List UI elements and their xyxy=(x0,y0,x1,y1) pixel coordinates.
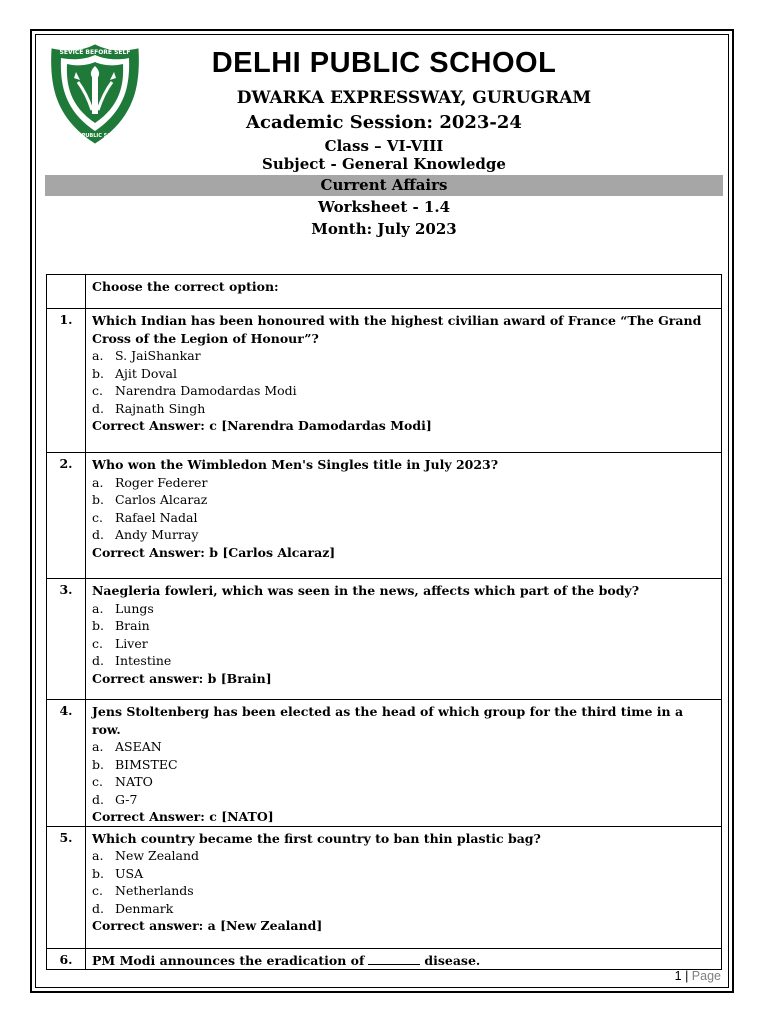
instruction-number-cell xyxy=(47,275,86,309)
school-address: DWARKA EXPRESSWAY, GURUGRAM xyxy=(236,88,592,108)
option-letter: b. xyxy=(92,365,104,381)
question-cell xyxy=(86,700,722,827)
page-label: Page xyxy=(691,969,721,983)
correct-answer: Correct answer: a [New Zealand] xyxy=(92,918,323,933)
option-text: NATO xyxy=(115,774,153,789)
option-b xyxy=(92,617,715,635)
option-text: Denmark xyxy=(115,900,174,916)
question-row-1 xyxy=(47,309,722,453)
option-letter: b. xyxy=(92,756,104,772)
question-text: Jens Stoltenberg has been elected as the head of which group for the third time in a row. xyxy=(92,704,684,737)
option-letter: d. xyxy=(92,791,104,807)
question-number: 1. xyxy=(47,309,86,453)
option-d xyxy=(92,652,715,670)
question-row-4 xyxy=(47,700,722,827)
question-cell xyxy=(86,309,722,453)
question-number: 2. xyxy=(47,453,86,579)
option-text: Intestine xyxy=(115,653,172,668)
option-c xyxy=(92,509,715,527)
question-row-3 xyxy=(47,579,722,700)
option-d xyxy=(92,400,715,418)
option-a xyxy=(92,738,715,756)
option-a xyxy=(92,847,715,865)
option-text: S. JaiShankar xyxy=(115,348,201,363)
option-letter: b. xyxy=(92,618,104,633)
question-number: 6. xyxy=(47,948,86,970)
option-text: Rafael Nadal xyxy=(115,509,198,525)
school-name: DELHI PUBLIC SCHOOL xyxy=(211,47,557,79)
question-table xyxy=(46,274,722,970)
instruction-cell xyxy=(86,275,722,309)
subject-line: Subject - General Knowledge xyxy=(262,155,506,173)
option-text: Brain xyxy=(115,618,150,633)
option-text: Carlos Alcaraz xyxy=(115,492,208,507)
option-letter: a. xyxy=(92,600,104,616)
page-number: 1 xyxy=(674,969,682,983)
footer-separator: | xyxy=(685,969,689,983)
option-letter: c. xyxy=(92,635,103,651)
option-letter: b. xyxy=(92,492,104,507)
option-letter: a. xyxy=(92,739,104,754)
option-letter: a. xyxy=(92,474,104,490)
logo-school-text: DELHI PUBLIC SCHOOL xyxy=(63,133,127,139)
option-c xyxy=(92,882,715,900)
option-b xyxy=(92,756,715,774)
option-text: Andy Murray xyxy=(115,527,199,542)
option-text: Rajnath Singh xyxy=(115,400,206,416)
correct-answer: Correct Answer: c [NATO] xyxy=(92,809,274,824)
worksheet-number: Worksheet - 1.4 xyxy=(317,198,451,216)
option-b xyxy=(92,365,715,383)
option-a xyxy=(92,347,715,365)
question-number: 4. xyxy=(47,700,86,827)
option-b xyxy=(92,491,715,509)
option-letter: a. xyxy=(92,348,104,363)
option-letter: d. xyxy=(92,400,104,416)
question-number: 3. xyxy=(47,579,86,700)
question-row-5 xyxy=(47,826,722,948)
option-letter: a. xyxy=(92,848,104,863)
instruction-text: Choose the correct option: xyxy=(92,279,279,294)
option-c xyxy=(92,635,715,653)
question-cell xyxy=(86,948,722,970)
option-letter: c. xyxy=(92,383,103,398)
question-text: Which Indian has been honoured with the highest civilian award of France “The Grand Cross of the Legion of Honour”? xyxy=(92,313,702,346)
option-text: Roger Federer xyxy=(115,474,208,490)
correct-answer: Correct Answer: c [Narendra Damodardas Modi] xyxy=(92,418,432,433)
option-d xyxy=(92,900,715,918)
logo-motto-text: SEVICE BEFORE SELF xyxy=(59,49,131,56)
option-text: BIMSTEC xyxy=(115,756,178,772)
option-text: New Zealand xyxy=(115,848,200,863)
question-text-before-blank: PM Modi announces the eradication of xyxy=(92,952,365,968)
option-letter: c. xyxy=(92,509,103,525)
instruction-row xyxy=(47,275,722,309)
correct-answer: Correct Answer: b [Carlos Alcaraz] xyxy=(92,544,336,560)
option-letter: b. xyxy=(92,865,104,881)
academic-session: Academic Session: 2023-24 xyxy=(246,112,522,133)
section-band-title: Current Affairs xyxy=(320,176,448,194)
option-text: Lungs xyxy=(115,600,154,616)
worksheet-month: Month: July 2023 xyxy=(311,220,457,238)
option-letter: d. xyxy=(92,653,104,668)
option-b xyxy=(92,865,715,883)
option-c xyxy=(92,773,715,791)
question-text-after-blank: disease. xyxy=(424,952,481,968)
option-c xyxy=(92,382,715,400)
correct-answer: Correct answer: b [Brain] xyxy=(92,670,272,686)
option-letter: d. xyxy=(92,527,104,542)
answer-blank xyxy=(368,952,420,965)
option-letter: c. xyxy=(92,883,103,898)
option-text: G-7 xyxy=(115,791,138,807)
question-text: Naegleria fowleri, which was seen in the news, affects which part of the body? xyxy=(92,583,640,598)
question-number: 5. xyxy=(47,826,86,948)
option-text: ASEAN xyxy=(115,739,162,754)
class-line: Class – VI-VIII xyxy=(324,137,444,155)
option-text: USA xyxy=(115,865,144,881)
option-a xyxy=(92,600,715,618)
option-text: Liver xyxy=(115,635,148,651)
question-row-6 xyxy=(47,948,722,970)
option-text: Narendra Damodardas Modi xyxy=(115,383,297,398)
page-footer xyxy=(675,969,721,983)
option-letter: d. xyxy=(92,900,104,916)
option-text: Ajit Doval xyxy=(115,365,177,381)
option-a xyxy=(92,474,715,492)
question-cell xyxy=(86,579,722,700)
question-cell xyxy=(86,453,722,579)
option-d xyxy=(92,791,715,809)
question-cell xyxy=(86,826,722,948)
option-d xyxy=(92,526,715,544)
question-row-2 xyxy=(47,453,722,579)
question-text: Which country became the first country to ban thin plastic bag? xyxy=(92,830,541,846)
option-text: Netherlands xyxy=(115,883,194,898)
question-text: Who won the Wimbledon Men's Singles title in July 2023? xyxy=(92,457,499,472)
option-letter: c. xyxy=(92,774,103,789)
